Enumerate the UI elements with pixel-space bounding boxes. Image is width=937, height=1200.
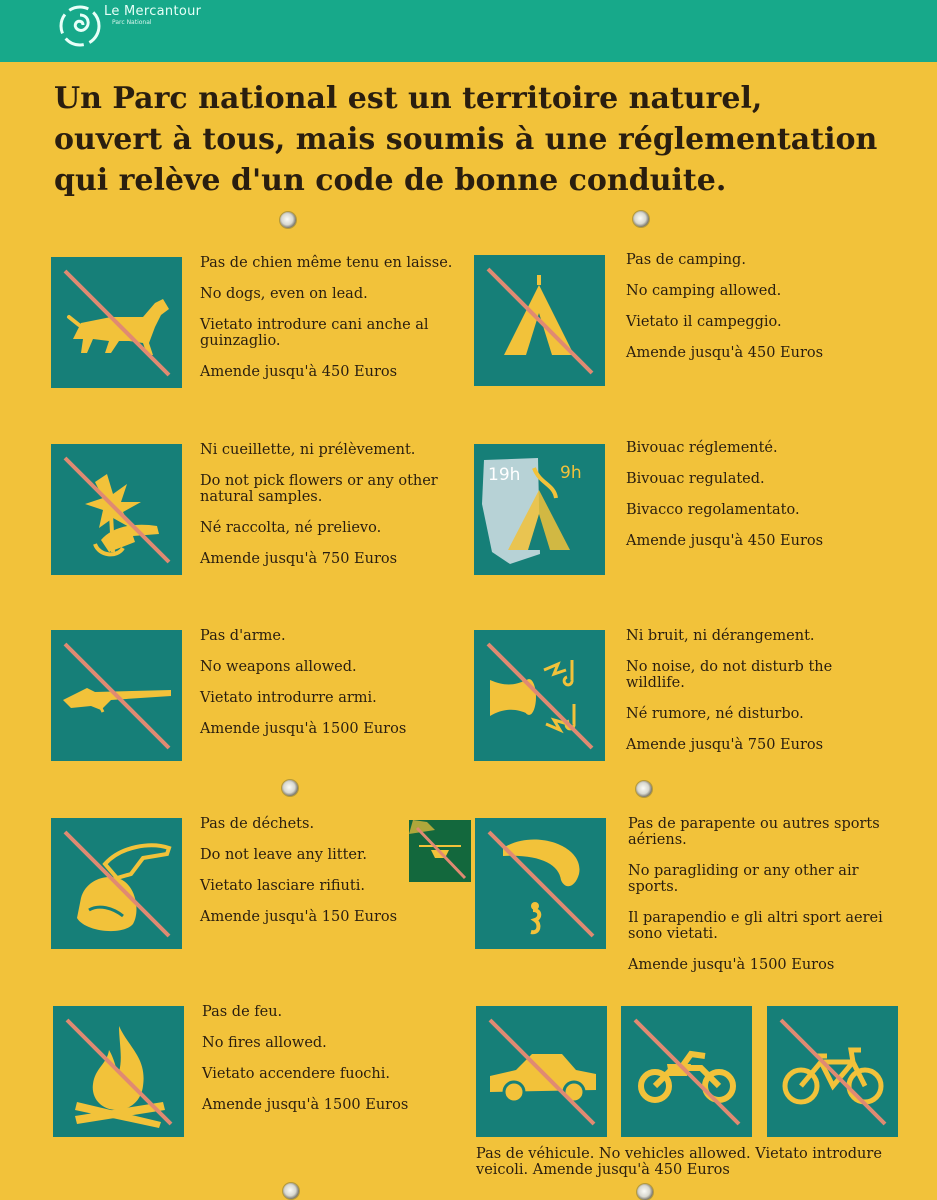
rivet <box>282 780 298 796</box>
rule-line-en: Do not pick flowers or any other natural samples. <box>200 473 438 505</box>
rule-fine: Amende jusqu'à 1500 Euros <box>628 957 835 973</box>
rule-fine: Amende jusqu'à 150 Euros <box>200 909 398 925</box>
rule-weapons <box>200 628 465 752</box>
rivet <box>633 211 649 227</box>
rule-line-en: No paragliding or any other air sports. <box>628 863 859 895</box>
rule-line-it: Bivacco regolamentato. <box>626 502 800 518</box>
rule-line-en: No dogs, even on lead. <box>200 286 368 302</box>
no-camping-icon <box>474 255 605 386</box>
rule-line-fr: Ni cueillette, ni prélèvement. <box>200 442 416 458</box>
rule-line-en: Do not leave any litter. <box>200 847 367 863</box>
rule-line-it: Né raccolta, né prelievo. <box>200 520 382 536</box>
rule-line-fr: Pas d'arme. <box>200 628 286 644</box>
park-logo-icon <box>58 4 102 48</box>
no-motorbikes-icon <box>621 1006 752 1137</box>
rule-fine: Amende jusqu'à 750 Euros <box>626 737 824 753</box>
rule-fine: Amende jusqu'à 1500 Euros <box>202 1097 409 1113</box>
rule-vehicles: Pas de véhicule. No vehicles allowed. Vietato introdure veicoli. Amende jusqu'à 450 Euros <box>476 1146 882 1178</box>
rule-fine: Amende jusqu'à 1500 Euros <box>200 721 407 737</box>
no-paragliding-icon <box>475 818 606 949</box>
rule-fine: Amende jusqu'à 450 Euros <box>626 533 824 549</box>
bivouac-morning-hour: 9h <box>560 463 582 483</box>
rule-line-it: Vietato introdure cani anche al guinzaglio. <box>200 317 429 349</box>
no-noise-icon <box>474 630 605 761</box>
rule-line-it: Né rumore, né disturbo. <box>626 706 804 722</box>
rule-paragliding <box>628 816 893 988</box>
rivet <box>637 1184 653 1200</box>
rule-line-en: No fires allowed. <box>202 1035 327 1051</box>
rule-flowers <box>200 442 465 582</box>
no-dogs-icon <box>51 257 182 388</box>
rule-line-fr: Bivouac réglementé. <box>626 440 778 456</box>
rule-line-it: Il parapendio e gli altri sport aerei sono vietati. <box>628 910 883 942</box>
rule-line-en: No camping allowed. <box>626 283 782 299</box>
no-fire-icon <box>53 1006 184 1137</box>
headline-line: ouvert à tous, mais soumis à une réglementation <box>54 122 878 157</box>
no-bicycles-icon <box>767 1006 898 1137</box>
rule-fire <box>202 1004 467 1128</box>
brand-name: Le Mercantour <box>104 4 202 19</box>
rule-dogs <box>200 255 465 395</box>
header-bar <box>0 0 937 62</box>
rule-line-fr: Pas de parapente ou autres sports aériens. <box>628 816 880 848</box>
rule-line-fr: Pas de déchets. <box>200 816 315 832</box>
rule-line-en: Bivouac regulated. <box>626 471 765 487</box>
bivouac-evening-hour: 19h <box>488 465 521 485</box>
no-drones-sticker <box>409 820 471 882</box>
rule-line-en: No noise, do not disturb the wildlife. <box>626 659 833 691</box>
rule-line-en: No weapons allowed. <box>200 659 357 675</box>
no-flower-picking-icon <box>51 444 182 575</box>
rule-line-fr: Ni bruit, ni dérangement. <box>626 628 815 644</box>
rule-line-it: Vietato introdurre armi. <box>200 690 377 706</box>
rule-noise <box>626 628 891 768</box>
no-weapons-icon <box>51 630 182 761</box>
no-cars-icon <box>476 1006 607 1137</box>
rule-line-fr: Pas de feu. <box>202 1004 283 1020</box>
rule-line-fr: Pas de camping. <box>626 252 746 268</box>
rule-camping <box>626 252 891 376</box>
bivouac-icon <box>474 444 605 575</box>
rule-fine: Amende jusqu'à 450 Euros <box>626 345 824 361</box>
rivet <box>283 1183 299 1199</box>
rule-line-it: Vietato il campeggio. <box>626 314 782 330</box>
rule-line-it: Vietato accendere fuochi. <box>202 1066 391 1082</box>
rule-bivouac <box>626 440 891 564</box>
headline <box>54 78 914 201</box>
rule-line-fr: Pas de chien même tenu en laisse. <box>200 255 453 271</box>
no-litter-icon <box>51 818 182 949</box>
rivet <box>280 212 296 228</box>
no-drones-icon <box>409 820 471 882</box>
rule-line-it: Vietato lasciare rifiuti. <box>200 878 365 894</box>
rivet <box>636 781 652 797</box>
rule-fine: Amende jusqu'à 450 Euros <box>200 364 398 380</box>
brand-subtitle: Parc National <box>112 19 152 26</box>
headline-line: Un Parc national est un territoire naturel, <box>54 81 763 116</box>
rule-fine: Amende jusqu'à 750 Euros <box>200 551 398 567</box>
headline-line: qui relève d'un code de bonne conduite. <box>54 163 727 198</box>
